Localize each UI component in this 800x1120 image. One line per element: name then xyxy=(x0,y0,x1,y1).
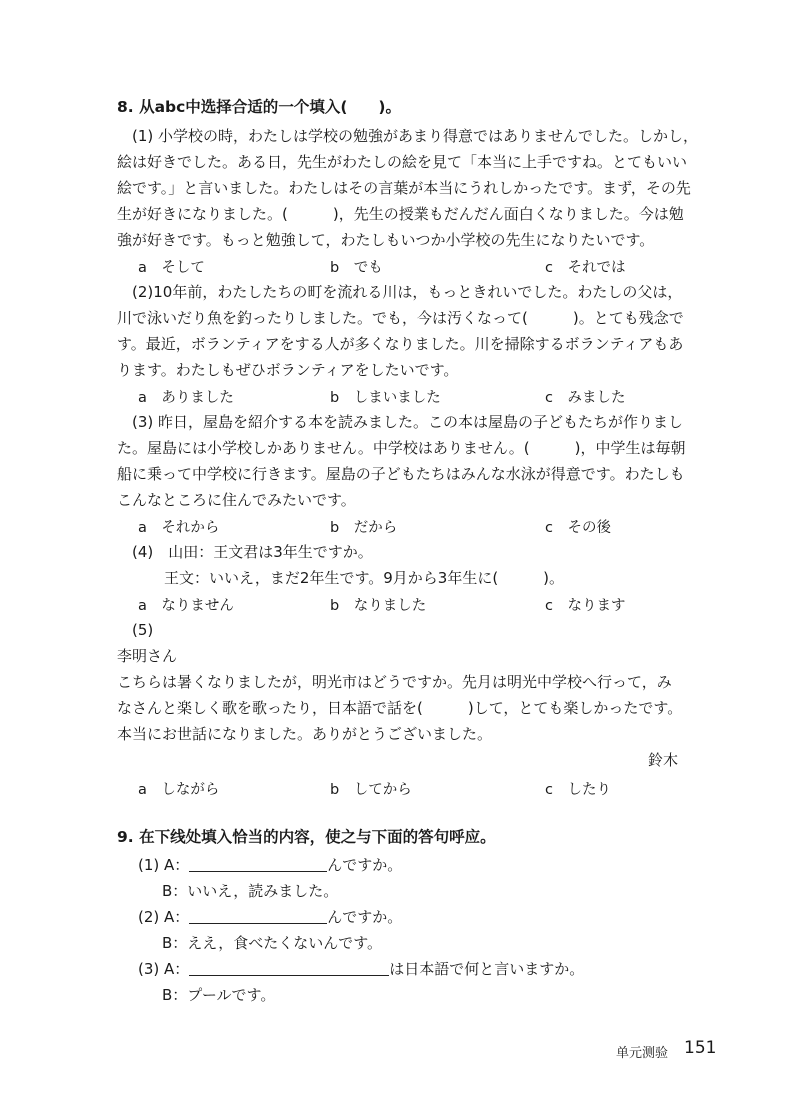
q8-p2-option-a: a ありました xyxy=(138,390,234,406)
q8-p3-option-c: c その後 xyxy=(545,520,611,536)
q8-p5-line-1: こちらは暑くなりましたが，明光市はどうですか。先月は明光中学校へ行って，み xyxy=(117,673,672,691)
q8-p5-line-3: 本当にお世話になりました。ありがとうございました。 xyxy=(117,725,493,743)
q8-p3-line-1: (3) 昨日，屋島を紹介する本を読みました。この本は屋島の子どもたちが作りまし xyxy=(132,413,684,431)
q9-item-2-a xyxy=(138,907,402,927)
q8-p5-signature: 鈴木 xyxy=(648,751,679,769)
q8-p1-option-b: b でも xyxy=(330,260,383,276)
q9-item-3-a xyxy=(138,959,584,979)
q8-p1-line-1: (1) 小学校の時，わたしは学校の勉強があまり得意ではありませんでした。しかし， xyxy=(132,127,699,145)
q8-p5-line-2: なさんと楽しく歌を歌ったり，日本語で話を( )して，とても楽しかったです。 xyxy=(117,699,683,717)
q8-p5-option-a: a しながら xyxy=(138,782,220,798)
q9-item-2-a-label: (2) A： xyxy=(138,908,190,926)
q8-p2-option-b: b しまいました xyxy=(330,390,441,406)
footer-section-label: 单元测验 xyxy=(616,1046,669,1061)
q9-item-2-blank[interactable] xyxy=(189,907,327,924)
q8-heading: 8. 从abc中选择合适的一个填入( )。 xyxy=(117,98,401,116)
q9-item-3-a-tail: は日本語で何と言いますか。 xyxy=(389,960,585,978)
page-number: 151 xyxy=(684,1038,717,1058)
q8-p2-option-c: c みました xyxy=(545,390,626,406)
q8-p1-line-4: 生が好きになりました。( )，先生の授業もだんだん面白くなりました。今は勉 xyxy=(117,205,684,223)
q8-p2-line-1: (2)10年前，わたしたちの町を流れる川は，もっときれいでした。わたしの父は， xyxy=(132,283,683,301)
q9-item-2-a-tail: んですか。 xyxy=(327,908,403,926)
q9-item-1-blank[interactable] xyxy=(189,855,327,872)
q8-p5-number: (5) xyxy=(132,621,154,639)
q9-item-1-b: B：いいえ，読みました。 xyxy=(162,882,339,900)
q8-p4-option-b: b なりました xyxy=(330,598,427,614)
q8-p3-line-2: た。屋島には小学校しかありません。中学校はありません。( )，中学生は毎朝 xyxy=(117,439,686,457)
q8-p1-line-2: 絵は好きでした。ある日，先生がわたしの絵を見て「本当に上手ですね。とてもいい xyxy=(117,153,688,171)
q9-item-3-b: B：プールです。 xyxy=(162,986,276,1004)
q9-item-3-blank[interactable] xyxy=(189,959,389,976)
q8-p3-line-4: こんなところに住んでみたいです。 xyxy=(117,491,356,509)
q9-item-2-b: B：ええ，食べたくないんです。 xyxy=(162,934,382,952)
q8-p1-option-c: c それでは xyxy=(545,260,626,276)
q8-p2-line-4: ります。わたしもぜひボランティアをしたいです。 xyxy=(117,361,459,379)
q8-p5-option-c: c したり xyxy=(545,782,611,798)
q8-p4-line-1: (4) 山田：王文君は3年生ですか。 xyxy=(132,543,373,561)
q8-p4-option-c: c なります xyxy=(545,598,626,614)
q9-item-1-a-label: (1) A： xyxy=(138,856,190,874)
q8-p3-option-a: a それから xyxy=(138,520,220,536)
q8-p2-line-2: 川で泳いだり魚を釣ったりしました。でも，今は汚くなって( )。とても残念で xyxy=(117,309,684,327)
q8-p1-option-a: a そして xyxy=(138,260,205,276)
q8-p4-option-a: a なりません xyxy=(138,598,234,614)
q9-item-1-a xyxy=(138,855,402,875)
q9-item-1-a-tail: んですか。 xyxy=(327,856,403,874)
q8-p4-line-2: 王文：いいえ，まだ2年生です。9月から3年生に( )。 xyxy=(164,569,565,587)
q8-p5-salutation: 李明さん xyxy=(117,647,178,665)
q8-p3-option-b: b だから xyxy=(330,520,398,536)
q9-heading: 9. 在下线处填入恰当的内容，使之与下面的答句呼应。 xyxy=(117,828,496,846)
q8-p3-line-3: 船に乗って中学校に行きます。屋島の子どもたちはみんな水泳が得意です。わたしも xyxy=(117,465,685,483)
q8-p2-line-3: す。最近，ボランティアをする人が多くなりました。川を掃除するボランティアもあ xyxy=(117,335,684,353)
q8-p5-option-b: b してから xyxy=(330,782,412,798)
q9-item-3-a-label: (3) A： xyxy=(138,960,190,978)
q8-p1-line-3: 絵です。」と言いました。わたしはその言葉が本当にうれしかったです。まず，その先 xyxy=(117,179,691,197)
q8-p1-line-5: 強が好きです。もっと勉強して，わたしもいつか小学校の先生になりたいです。 xyxy=(117,231,655,249)
